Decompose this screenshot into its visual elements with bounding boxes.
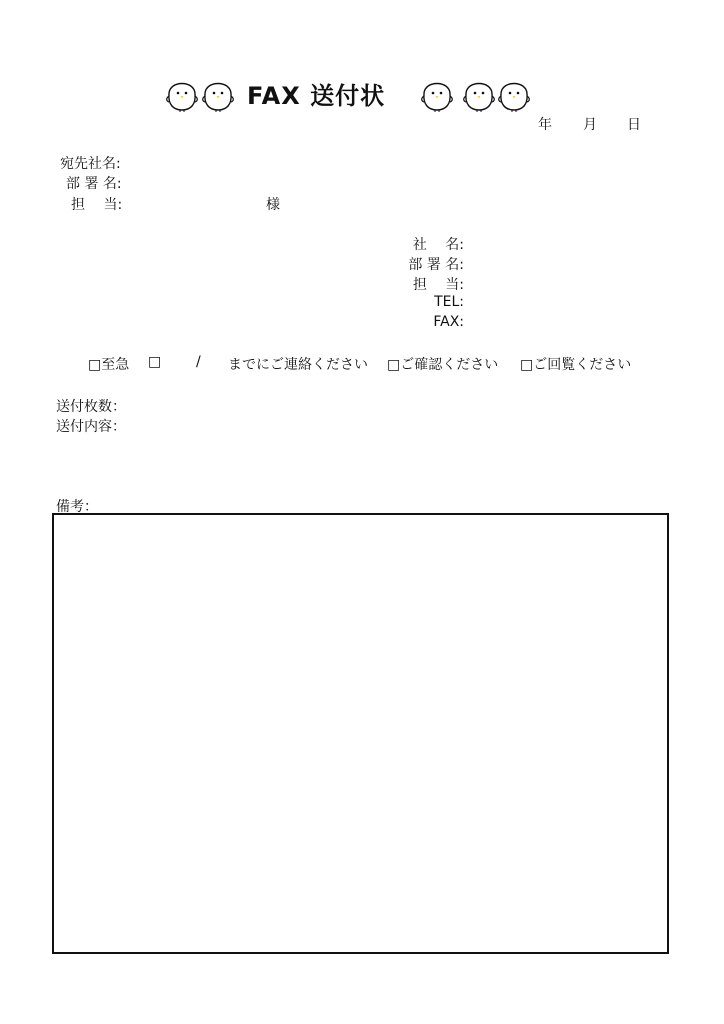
option-urgent[interactable]: □至急 (88, 357, 130, 373)
title-row (0, 66, 724, 114)
option-review[interactable]: □ご回覧ください (520, 357, 632, 373)
sender-fax-label: FAX: (433, 314, 464, 330)
date-month-label: 月 (583, 117, 597, 133)
recipient-contact-label: 担 当: (71, 197, 123, 213)
option-contact-by: までにご連絡ください (228, 357, 368, 373)
option-confirm[interactable]: □ご確認ください (387, 357, 499, 373)
chick-icon (497, 72, 531, 112)
remarks-label: 備考： (56, 499, 98, 515)
pages-label: 送付枚数： (56, 399, 126, 415)
option-date-slash: / (196, 354, 201, 370)
content-label: 送付内容： (56, 419, 126, 435)
chick-icon (420, 72, 454, 112)
chick-icon (201, 72, 235, 112)
sender-tel-label: TEL: (434, 294, 464, 310)
date-year-label: 年 (538, 117, 552, 133)
chick-icon (462, 72, 496, 112)
chick-icon (165, 72, 199, 112)
recipient-department-label: 部 署 名: (66, 176, 122, 192)
recipient-company-label: 宛先社名: (60, 156, 121, 172)
sender-company-label: 社 名: (412, 237, 464, 253)
sender-contact-label: 担 当: (412, 277, 464, 293)
page-title: FAX 送付状 (247, 82, 386, 110)
remarks-box[interactable] (52, 513, 669, 954)
date-day-label: 日 (627, 117, 641, 133)
sender-department-label: 部 署 名: (408, 257, 464, 273)
option-date-box[interactable]: □ (148, 354, 162, 370)
recipient-honorific: 様 (266, 197, 280, 213)
